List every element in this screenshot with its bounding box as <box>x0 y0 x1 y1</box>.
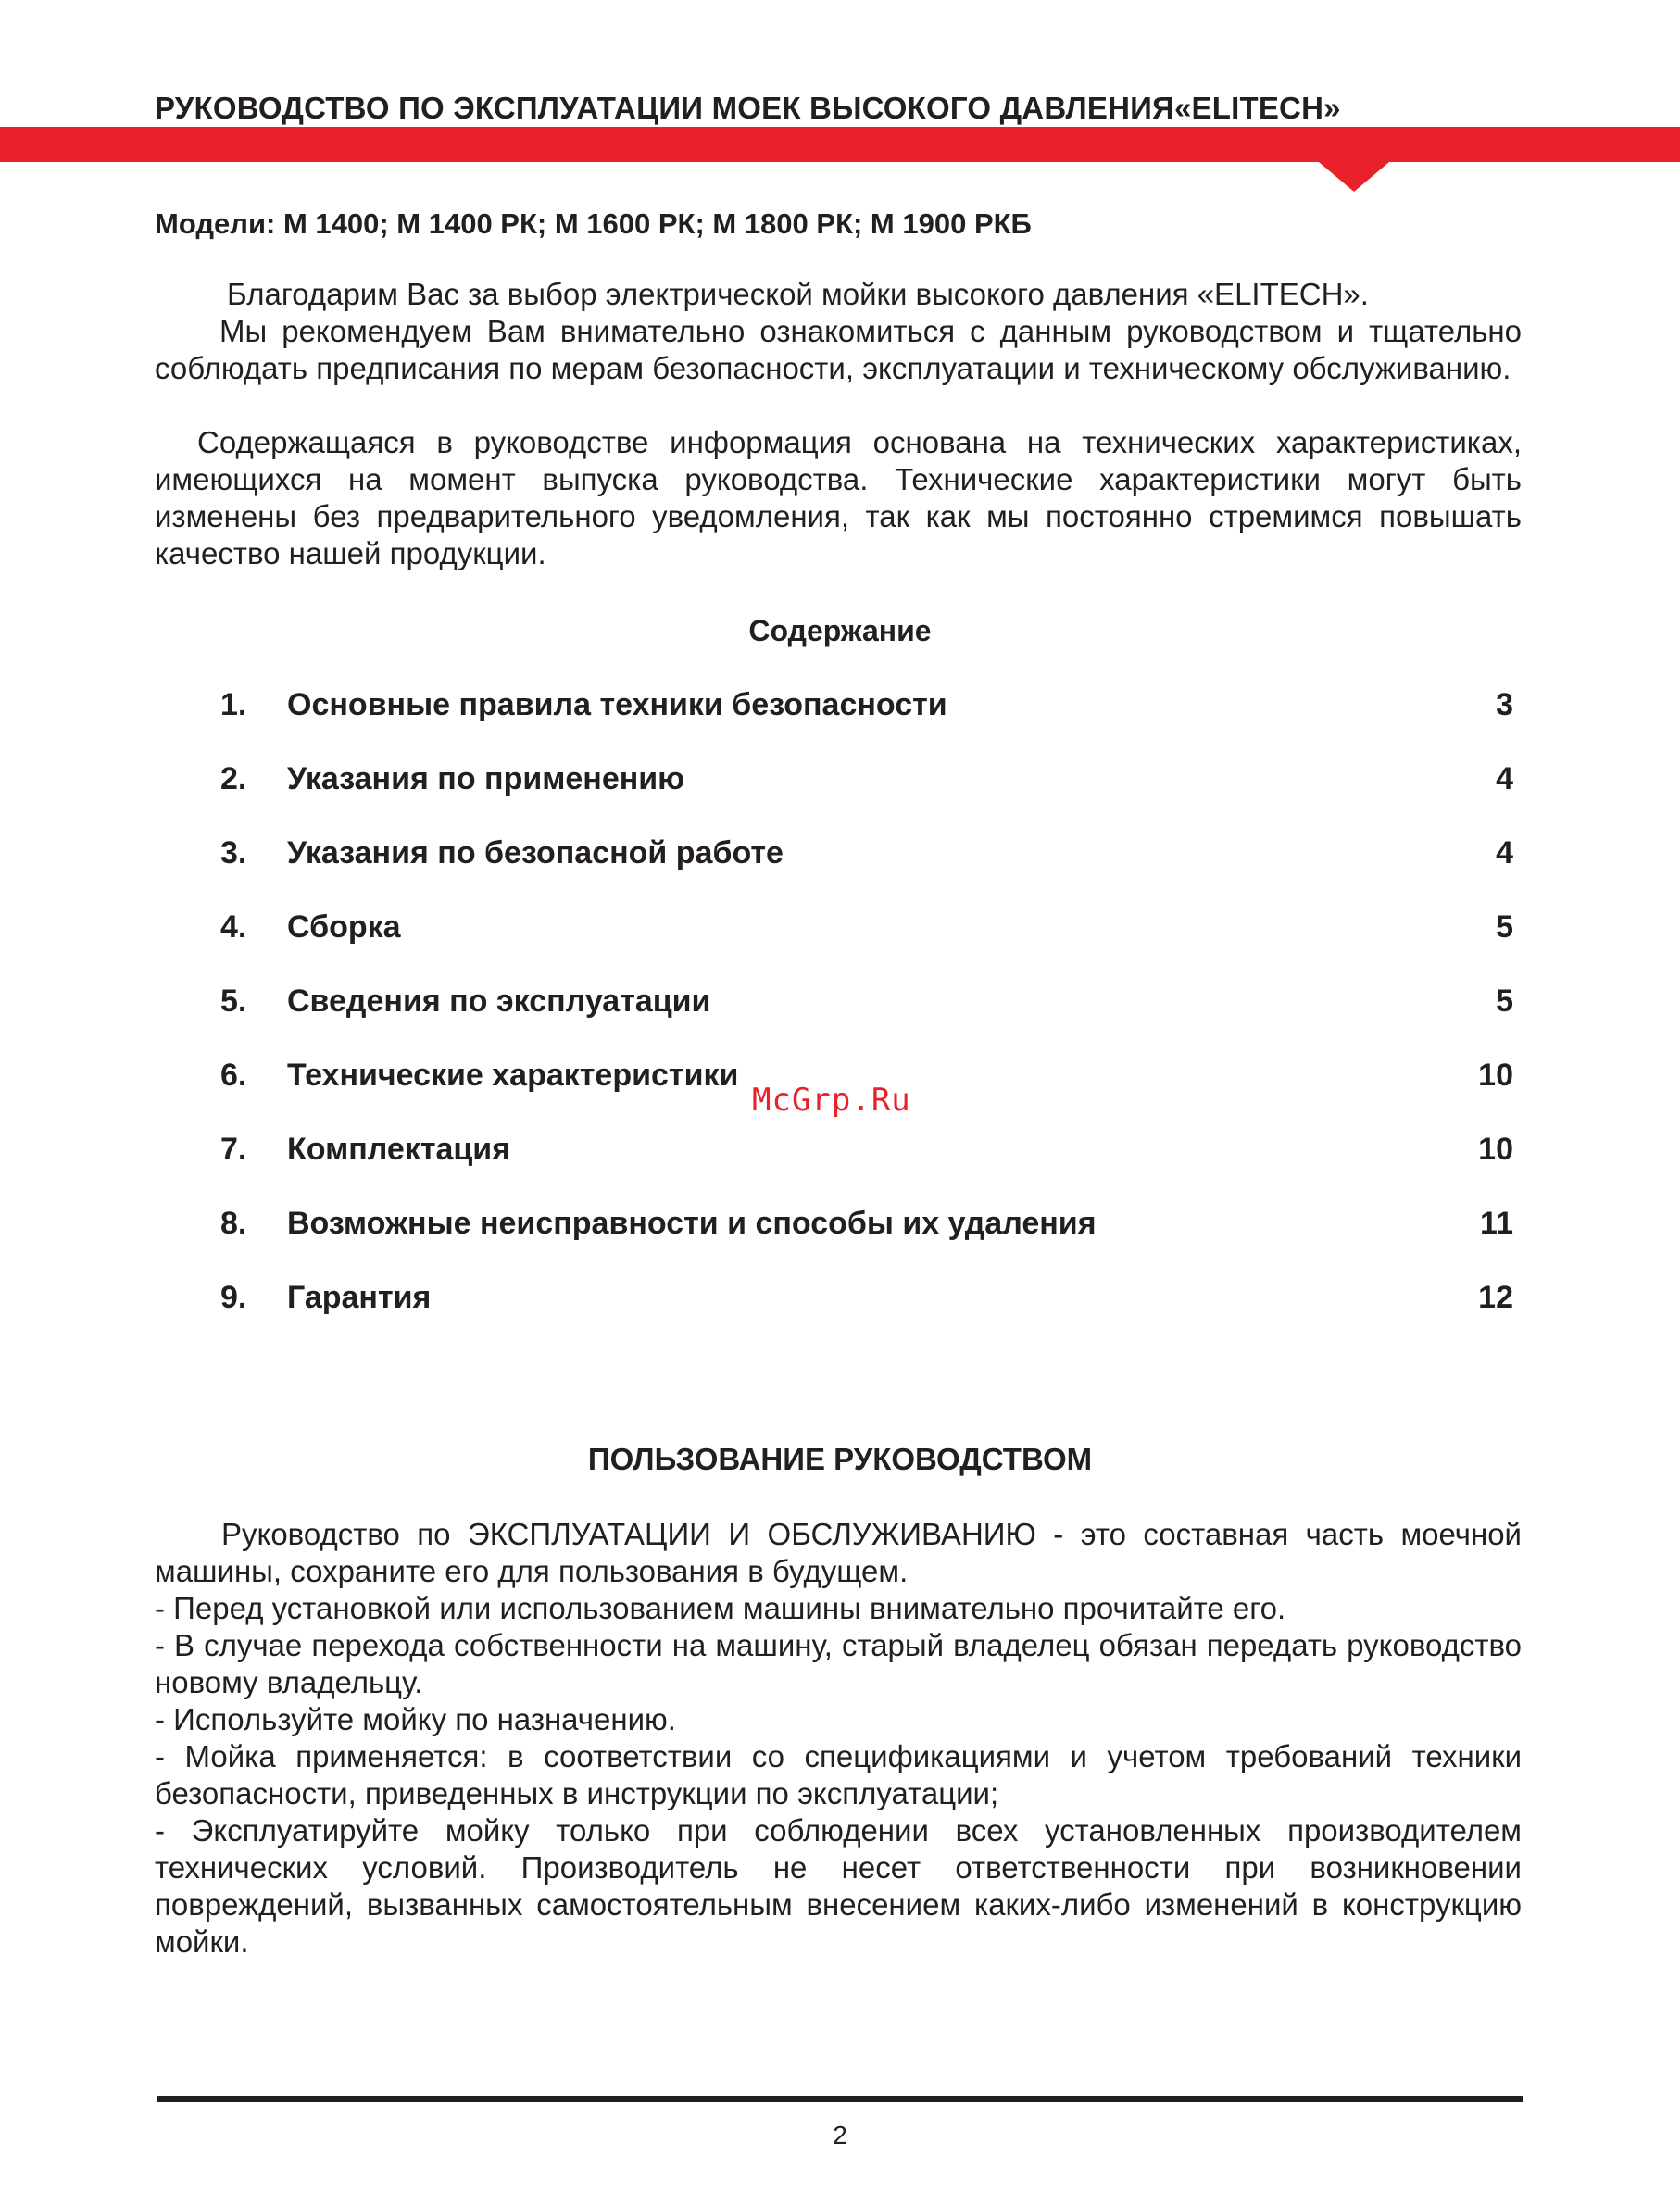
usage-list-item: - Мойка применяется: в соответствии со спецификациями и учетом требований техники безопасности, приведенных в инструкции по эксплуатации; <box>155 1739 1522 1810</box>
toc-item <box>0 1280 1680 1321</box>
usage-paragraph-intro: Руководство по ЭКСПЛУАТАЦИИ И ОБСЛУЖИВАНИЮ - это составная часть моечной машины, сохраните его для пользования в будущем. <box>155 1517 1522 1588</box>
toc-item-number: 8. <box>220 1206 247 1241</box>
usage-list-item: - Перед установкой или использованием машины внимательно прочитайте его. <box>155 1591 1286 1625</box>
toc-item-page: 5 <box>1496 983 1513 1019</box>
intro-paragraph-info: Содержащаяся в руководстве информация основана на технических характеристиках, имеющихся на момент выпуска руководства. Технические характеристики могут быть изменены без предварительного уведомления, так как мы постоянно стремимся повышать качество нашей продукции. <box>155 425 1522 570</box>
toc-item-number: 4. <box>220 909 247 945</box>
toc-item-number: 7. <box>220 1132 247 1167</box>
toc-item <box>0 909 1680 950</box>
usage-heading: ПОЛЬЗОВАНИЕ РУКОВОДСТВОМ <box>587 1442 1093 1476</box>
toc-item-title: Указания по безопасной работе <box>287 835 784 871</box>
toc-item-page: 10 <box>1478 1058 1513 1093</box>
toc-item <box>0 983 1680 1024</box>
toc-item <box>0 761 1680 802</box>
usage-list-item: - В случае перехода собственности на машину, старый владелец обязан передать руководство новому владельцу. <box>155 1628 1522 1699</box>
usage-list-item: - Используйте мойку по назначению. <box>155 1702 676 1736</box>
toc-item-title: Сведения по эксплуатации <box>287 983 711 1019</box>
toc-item <box>0 835 1680 876</box>
toc-item <box>0 1132 1680 1172</box>
toc-item-number: 3. <box>220 835 247 871</box>
toc-item-page: 11 <box>1480 1206 1513 1241</box>
toc-item-page: 3 <box>1496 687 1513 722</box>
page-number: 2 <box>833 2121 847 2149</box>
toc-item-title: Основные правила техники безопасности <box>287 687 947 722</box>
toc-item-page: 10 <box>1478 1132 1513 1167</box>
toc-item-number: 1. <box>220 687 247 722</box>
toc-item <box>0 687 1680 728</box>
toc-item-title: Возможные неисправности и способы их удаления <box>287 1206 1097 1241</box>
header-red-stripe <box>0 127 1680 192</box>
watermark-text: McGrp.Ru <box>752 1082 911 1119</box>
toc-item-title: Сборка <box>287 909 401 945</box>
toc-item-page: 12 <box>1478 1280 1513 1315</box>
toc-item-number: 2. <box>220 761 247 796</box>
toc-item <box>0 1206 1680 1247</box>
toc-item-title: Технические характеристики <box>287 1058 739 1093</box>
toc-item-number: 5. <box>220 983 247 1019</box>
intro-paragraph-recommend: Мы рекомендуем Вам внимательно ознакомиться с данным руководством и тщательно соблюдать предписания по мерам безопасности, эксплуатации и техническому обслуживанию. <box>155 314 1522 385</box>
toc-item-title: Указания по применению <box>287 761 685 796</box>
toc-item-title: Гарантия <box>287 1280 432 1315</box>
intro-paragraph-thanks: Благодарим Вас за выбор электрической мойки высокого давления «ELITECH». <box>227 277 1369 311</box>
toc-item-page: 5 <box>1496 909 1513 945</box>
toc-heading: Содержание <box>748 614 932 647</box>
toc-item-page: 4 <box>1496 761 1513 796</box>
document-header-title: РУКОВОДСТВО ПО ЭКСПЛУАТАЦИИ МОЕК ВЫСОКОГО ДАВЛЕНИЯ«ELITECH» <box>155 91 1341 125</box>
toc-item-page: 4 <box>1496 835 1513 871</box>
usage-list-item: - Эксплуатируйте мойку только при соблюдении всех установленных производителем технических условий. Производитель не несет ответственности при возникновении повреждений, вызванных самостоятельным внесением каких-либо изменений в конструкцию мойки. <box>155 1813 1522 1959</box>
toc-item-number: 6. <box>220 1058 247 1093</box>
toc-item-number: 9. <box>220 1280 247 1315</box>
models-line: Модели: М 1400; М 1400 РК; М 1600 РК; М 1800 РК; М 1900 РКБ <box>155 207 1032 240</box>
toc-item-title: Комплектация <box>287 1132 511 1167</box>
footer-rule <box>157 2096 1523 2102</box>
